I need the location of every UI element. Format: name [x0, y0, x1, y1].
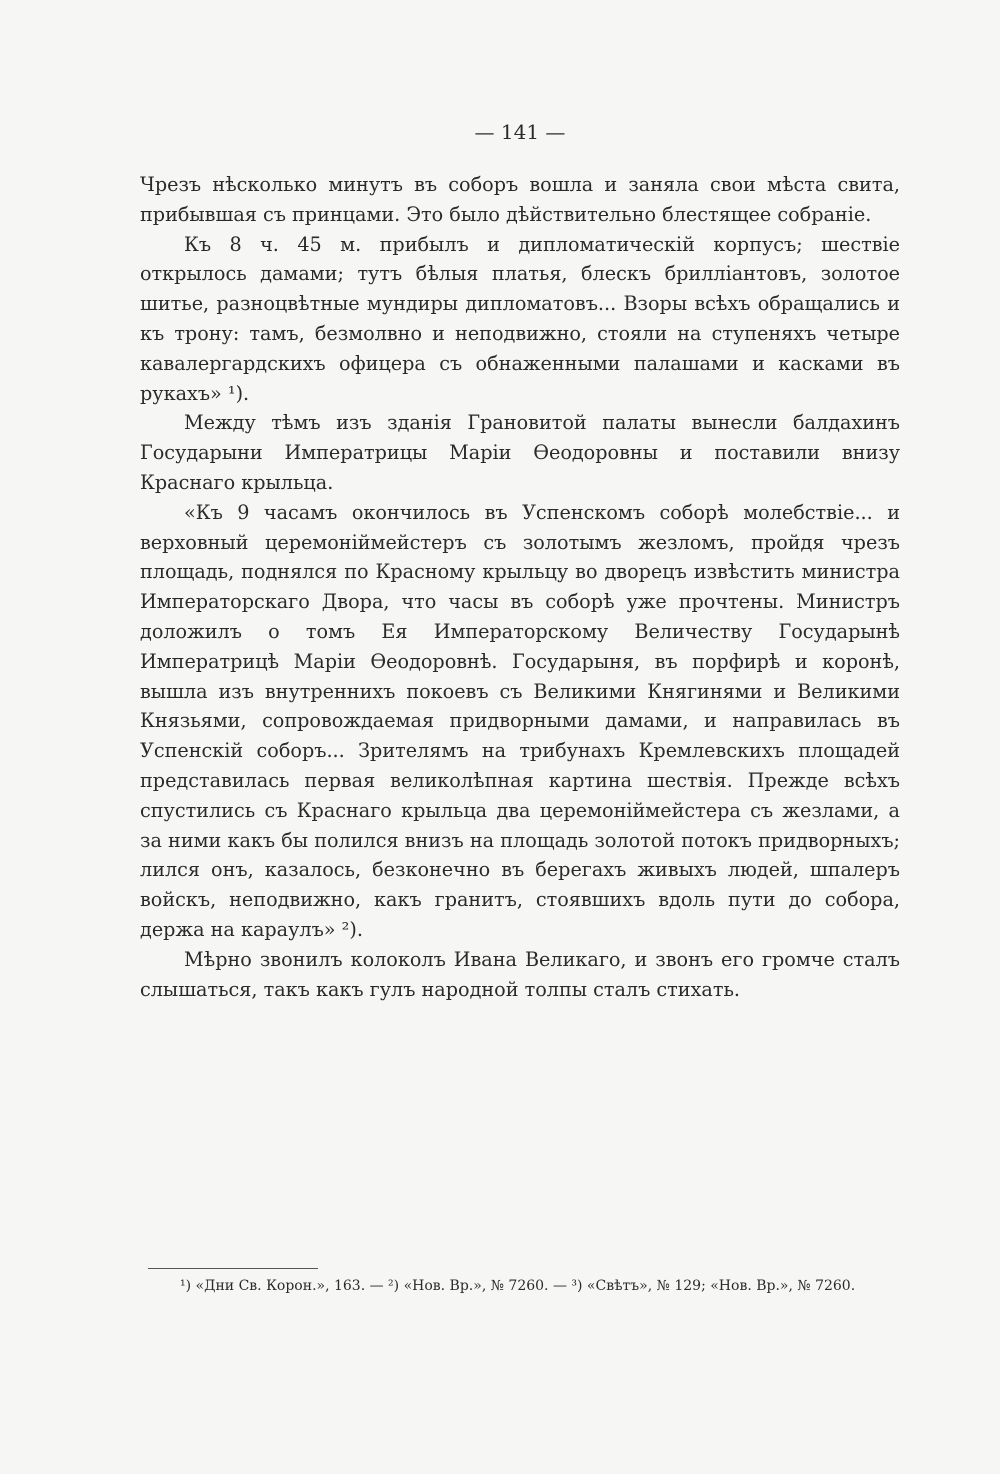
paragraph: Между тѣмъ изъ зданія Грановитой палаты вынесли балдахинъ Государыни Императрицы Маріи Ѳеодоровны и поставили внизу Краснаго крыльца.	[140, 411, 900, 494]
page-number: — 141 —	[474, 120, 566, 144]
paragraph: Къ 8 ч. 45 м. прибылъ и дипломатическій корпусъ; шествіе открылось дамами; тутъ бѣлыя платья, блескъ брилліантовъ, золотое шитье, разноцвѣтные мундиры дипломатовъ... Взоры всѣхъ обращались и къ трону: тамъ, безмолвно и неподвижно, стояли на ступеняхъ четыре кавалергардскихъ офицера съ обнаженными палашами и касками въ рукахъ» ¹).	[140, 232, 900, 405]
paragraph: Мѣрно звонилъ колоколъ Ивана Великаго, и звонъ его громче сталъ слышаться, такъ какъ гулъ народной толпы сталъ стихать.	[140, 947, 900, 1001]
footnote-rule	[148, 1268, 318, 1269]
footnotes: ¹) «Дни Св. Корон.», 163. — ²) «Нов. Вр.», № 7260. — ³) «Свѣтъ», № 129; «Нов. Вр.», № 7260.	[180, 1278, 856, 1294]
paragraph: «Къ 9 часамъ окончилось въ Успенскомъ соборѣ молебствіе... и верховный церемоніймейстеръ съ золотымъ жезломъ, пройдя чрезъ площадь, поднялся по Красному крыльцу во дворецъ извѣстить министра Императорскаго Двора, что часы въ соборѣ уже прочтены. Министръ доложилъ о томъ Ея Императорскому Величеству Государынѣ Императрицѣ Маріи Ѳеодоровнѣ. Государыня, въ порфирѣ и коронѣ, вышла изъ внутреннихъ покоевъ съ Великими Княгинями и Великими Князьями, сопровождаемая придворными дамами, и направилась въ Успенскій соборъ... Зрителямъ на трибунахъ Кремлевскихъ площадей представилась первая великолѣпная картина шествія. Прежде всѣхъ спустились съ Краснаго крыльца два церемоніймейстера съ жезлами, а за ними какъ бы полился внизъ на площадь золотой потокъ придворныхъ; лился онъ, казалось, безконечно въ берегахъ живыхъ людей, шпалеръ войскъ, неподвижно, какъ гранитъ, стоявшихъ вдоль пути до собора, держа на караулъ» ²).	[140, 500, 900, 941]
paragraph: Чрезъ нѣсколько минутъ въ соборъ вошла и заняла свои мѣста свита, прибывшая съ принцами. Это было дѣйствительно блестящее собраніе.	[140, 173, 900, 226]
